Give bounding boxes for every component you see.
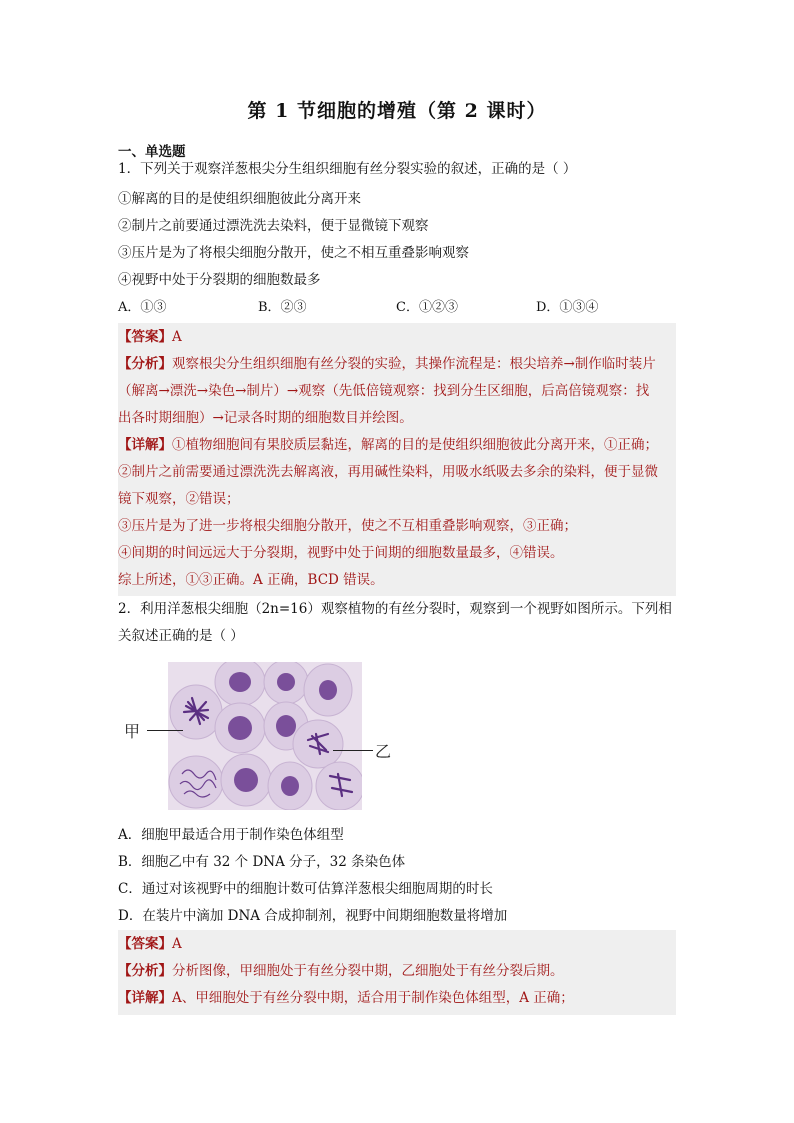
micrograph-image bbox=[168, 662, 362, 810]
q1-item-2: ②制片之前要通过漂洗洗去染料，便于显微镜下观察 bbox=[118, 218, 429, 234]
q1-detail-line-5: ④间期的时间远远大于分裂期，视野中处于间期的细胞数量最多，④错误。 bbox=[118, 545, 564, 561]
figure-label-yi: 乙 bbox=[375, 742, 392, 761]
q2-detail-tag: 【详解】 bbox=[118, 990, 172, 1006]
page-title: 第 1 节细胞的增殖（第 2 课时） bbox=[247, 100, 547, 122]
q2-answer-tag: 【答案】 bbox=[118, 936, 172, 952]
q2-analysis-line bbox=[118, 962, 564, 980]
q1-detail-line-2: ②制片之前需要通过漂洗洗去解离液，再用碱性染料，用吸水纸吸去多余的染料，便于显微 bbox=[118, 464, 658, 480]
q2-detail-line bbox=[118, 989, 574, 1007]
q1-detail-line-1 bbox=[118, 436, 658, 454]
q2-option-b: B．细胞乙中有 32 个 DNA 分子，32 条染色体 bbox=[118, 854, 406, 870]
q1-analysis-tag: 【分析】 bbox=[118, 356, 172, 372]
q1-detail-tag: 【详解】 bbox=[118, 437, 172, 453]
figure-leader-jia bbox=[147, 730, 183, 731]
q1-detail-line-3: 镜下观察，②错误； bbox=[118, 491, 240, 507]
q1-analysis-line-1 bbox=[118, 355, 656, 373]
q1-detail-line-4: ③压片是为了进一步将根尖细胞分散开，使之不互相重叠影响观察，③正确； bbox=[118, 518, 577, 534]
q2-answer-value: A bbox=[172, 936, 182, 952]
q1-option-b: B．②③ bbox=[258, 300, 307, 315]
q1-answer-value: A bbox=[172, 329, 182, 345]
q1-item-1: ①解离的目的是使组织细胞彼此分离开来 bbox=[118, 191, 361, 207]
q1-item-3: ③压片是为了将根尖细胞分散开，使之不相互重叠影响观察 bbox=[118, 245, 469, 261]
q2-stem-line-2: 关叙述正确的是（ ） bbox=[118, 628, 244, 644]
figure-label-jia: 甲 bbox=[124, 722, 141, 741]
q1-analysis-text-1: 观察根尖分生组织细胞有丝分裂的实验，其操作流程是：根尖培养→制作临时装片 bbox=[172, 356, 656, 372]
section-heading: 一、单选题 bbox=[118, 144, 186, 160]
q2-answer bbox=[118, 935, 182, 953]
q2-option-d: D．在装片中滴加 DNA 合成抑制剂，视野中间期细胞数量将增加 bbox=[118, 908, 508, 924]
q2-detail-text: A、甲细胞处于有丝分裂中期，适合用于制作染色体组型，A 正确； bbox=[172, 990, 574, 1006]
q1-analysis-line-2: （解离→漂洗→染色→制片）→观察（先低倍镜观察：找到分生区细胞，后高倍镜观察：找 bbox=[118, 383, 650, 399]
q2-stem-line-1: 2．利用洋葱根尖细胞（2n=16）观察植物的有丝分裂时，观察到一个视野如图所示。下列相 bbox=[118, 601, 672, 617]
q2-analysis-text: 分析图像，甲细胞处于有丝分裂中期，乙细胞处于有丝分裂后期。 bbox=[172, 963, 564, 979]
q1-option-c: C．①②③ bbox=[396, 300, 458, 315]
q1-detail-text-1: ①植物细胞间有果胶质层黏连，解离的目的是使组织细胞彼此分离开来，①正确； bbox=[172, 437, 658, 453]
figure-leader-yi bbox=[333, 750, 373, 751]
q1-analysis-line-3: 出各时期细胞）→记录各时期的细胞数目并绘图。 bbox=[118, 410, 413, 426]
q2-option-a: A．细胞甲最适合用于制作染色体组型 bbox=[118, 827, 344, 843]
q1-option-a: A．①③ bbox=[118, 300, 167, 315]
q1-answer bbox=[118, 328, 182, 346]
q1-detail-line-6: 综上所述，①③正确。A 正确，BCD 错误。 bbox=[118, 572, 384, 588]
q1-option-d: D．①③④ bbox=[536, 300, 599, 315]
q1-item-4: ④视野中处于分裂期的细胞数最多 bbox=[118, 272, 321, 288]
q1-answer-tag: 【答案】 bbox=[118, 329, 172, 345]
q2-analysis-tag: 【分析】 bbox=[118, 963, 172, 979]
micrograph-figure bbox=[168, 662, 362, 810]
q1-stem: 1．下列关于观察洋葱根尖分生组织细胞有丝分裂实验的叙述，正确的是（ ） bbox=[118, 161, 577, 177]
q2-option-c: C．通过对该视野中的细胞计数可估算洋葱根尖细胞周期的时长 bbox=[118, 881, 493, 897]
